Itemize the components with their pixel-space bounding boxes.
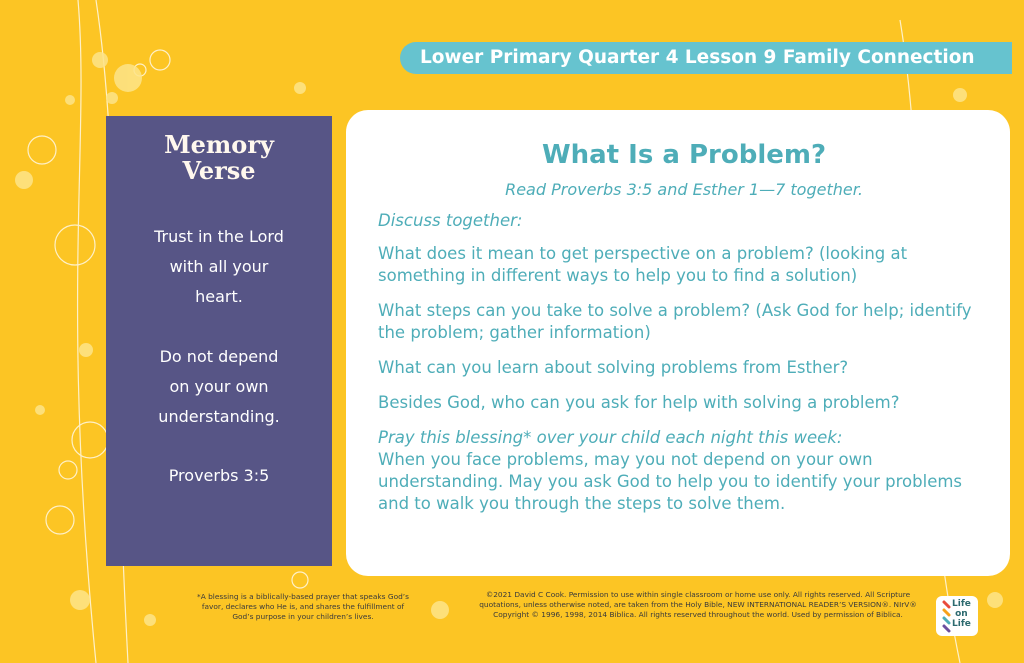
blessing-text: When you face problems, may you not depend on your own understanding. May you ask God to help you to identify your problems and to walk you through the steps to solve them. <box>378 450 963 513</box>
discussion-question: What does it mean to get perspective on a problem? (looking at something in different ways to help you to find a solution) <box>378 244 908 285</box>
life-on-life-logo <box>936 596 978 636</box>
copyright-notice: ©2021 David C Cook. Permission to use within single classroom or home use only. All rights reserved. All Scripture quotations, unless otherwise noted, are taken from the Holy Bible, NEW INTERNATIONAL READER’S VERSION®. NIrV® Copyright © 1996, 1998, 2014 Biblica. All rights reserved throughout the world. Used by permission of Biblica. <box>479 590 917 619</box>
logo-word: Life <box>952 619 971 629</box>
discussion-card <box>346 110 1010 576</box>
verse-reference: Proverbs 3:5 <box>168 466 270 485</box>
card-title: What Is a Problem? <box>541 140 827 170</box>
verse-paragraph <box>106 342 332 432</box>
memory-verse-title <box>106 132 332 184</box>
memory-verse-title-line: Memory <box>164 130 274 159</box>
discussion-question: Besides God, who can you ask for help with solving a problem? <box>378 393 900 412</box>
blessing-footnote: *A blessing is a biblically-based prayer that speaks God’s favor, declares who He is, and shares the fulfillment of God’s purpose in your children’s lives. <box>197 592 409 621</box>
logo-word: Life <box>952 599 971 609</box>
logo-word: on <box>955 609 968 619</box>
verse-line: heart. <box>195 287 243 306</box>
blessing-block <box>378 427 990 515</box>
discussion-question: What can you learn about solving problems from Esther? <box>378 358 849 377</box>
memory-verse-card <box>106 116 332 566</box>
lesson-header: Lower Primary Quarter 4 Lesson 9 Family Connection <box>400 42 1012 74</box>
reading-instruction: Read Proverbs 3:5 and Esther 1—7 together. <box>505 180 863 199</box>
discuss-label: Discuss together: <box>378 211 523 230</box>
discussion-question: What steps can you take to solve a problem? (Ask God for help; identify the problem; gather information) <box>378 301 972 342</box>
verse-line: understanding. <box>158 407 280 426</box>
blessing-lead: Pray this blessing* over your child each night this week: <box>378 428 843 447</box>
verse-line: Do not depend <box>159 347 279 366</box>
verse-line: Trust in the Lord <box>154 227 284 246</box>
memory-verse-title-line: Verse <box>182 156 256 185</box>
verse-line: with all your <box>169 257 269 276</box>
memory-verse-text <box>106 222 332 432</box>
logo-text <box>952 599 971 629</box>
verse-paragraph <box>106 222 332 312</box>
verse-line: on your own <box>169 377 269 396</box>
